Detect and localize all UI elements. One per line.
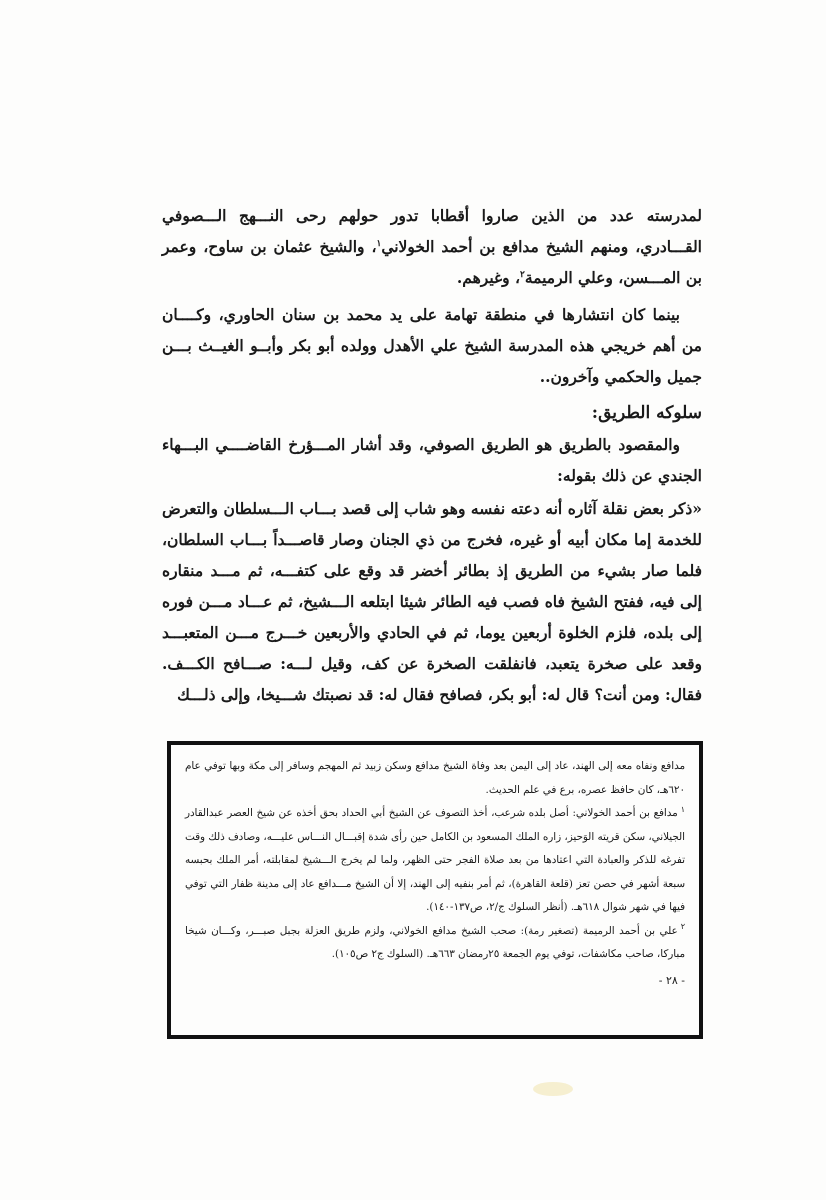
- paragraph-sufi-school: [162, 200, 702, 293]
- section-heading: سلوكه الطريق:: [591, 403, 702, 423]
- footnotes-box: [167, 741, 703, 1039]
- paragraph-part-2: ، والشيخ عثمان بن ساوح، وعمر بن المـــسن، وعلي الرميمة: [162, 237, 702, 287]
- footnote-marker-2[interactable]: ٢: [519, 269, 525, 280]
- paragraph-part-3: ، وغيرهم.: [456, 268, 520, 287]
- main-text-block: [162, 200, 702, 710]
- paragraph-tihama: بينما كان انتشارها في منطقة تهامة على يد محمد بن سنان الحاوري، وكــــان من أهم خريجي هذه المدرسة الشيخ علي الأهدل وولده أبو بكر وأبــو الغيــث بـــن جميل والحكمي وآخرون..: [162, 305, 702, 386]
- paper-stain: [533, 1082, 573, 1096]
- footnote-1-number: ١: [680, 804, 685, 814]
- footnote-continuation: مدافع ونفاه معه إلى الهند، عاد إلى اليمن بعد وفاة الشيخ مدافع وسكن زبيد ثم المهجم وسافر إلى مكة وبها توفي عام ٦٢٠هـ، كان حافظ عصره، برع في علم الحديث.: [185, 760, 685, 796]
- footnote-2: [185, 920, 685, 967]
- footnote-marker-1[interactable]: ١: [376, 238, 382, 249]
- paragraph-path-definition: والمقصود بالطريق هو الطريق الصوفي، وقد أشار المـــؤرخ القاضــــي البـــهاء الجندي عن ذلك بقوله:: [162, 435, 702, 485]
- footnote-1: [185, 802, 685, 920]
- footnote-2-number: ٢: [680, 922, 685, 932]
- footnotes-content: [185, 755, 685, 992]
- quote-paragraph: «ذكر بعض نقلة آثاره أنه دعته نفسه وهو شاب إلى قصد بـــاب الـــسلطان والتعرض للخدمة إما مكان أبيه أو غيره، فخرج من ذي الجنان وصار قاصـــداً بـــاب السلطان، فلما صار بشيء من الطريق إذ بطائر أخضر قد وقع على كتفـــه، ثم مـــد منقاره إلى فيه، ففتح الشيخ فاه فصب فيه الطائر شيئا ابتلعه الـــشيخ، ثم عـــاد مـــن فوره إلى بلده، فلزم الخلوة أربعين يوما، ثم في الحادي والأربعين خـــرج مـــن المتعبـــد وقعد على صخرة يتعبد، فانفلقت الصخرة عن كف، وقيل لـــه: صـــافح الكـــف. فقال: ومن أنت؟ قال له: أبو بكر، فصافح فقال له: قد نصبتك شـــيخا، وإلى ذلـــك: [162, 499, 702, 704]
- paragraph-part-1: لمدرسته عدد من الذين صاروا أقطابا تدور حولهم رحى النـــهج الـــصوفي القـــادري، ومنهم الشيخ مدافع بن أحمد الخولاني: [162, 206, 702, 256]
- footnote-2-text: علي بن أحمد الرميمة (تصغير رمة): صحب الشيخ مدافع الخولاني، ولزم طريق العزلة بجبل صبـــر، وكـــان شيخا مباركا، صاحب مكاشفات، توفي يوم الجمعة ٢٥رمضان ٦٦٣هـ. (السلوك ج٢ ص١٠٥).: [185, 924, 685, 960]
- page-number: - ٢٨ -: [658, 973, 685, 987]
- footnote-1-text: مدافع بن أحمد الخولاني: أصل بلده شرعب، أخذ التصوف عن الشيخ أبي الحداد بحق أخذه عن شيخ العصر عبدالقادر الجيلاني، سكن قريته الوَحيز، زاره الملك المسعود بن الكامل حين رأى شدة إقبـــال النـــاس عليـــه، وصادف ذلك وقت تفرغه للذكر والعبادة التي اعتادها من بعد صلاة الفجر حتى الظهر، ولما لم يخرج الـــشيخ لمقابلته، أمر الملك بحبسه سبعة أشهر في حصن تعز (قلعة القاهرة)، ثم أمر بنفيه إلى الهند، إلا أن الشيخ مـــدافع عاد إلى مدينة ظفار التي توفي فيها في شهر شوال ٦١٨هـ. (أنظر السلوك ج/٢، ص١٣٧-١٤٠).: [185, 807, 685, 913]
